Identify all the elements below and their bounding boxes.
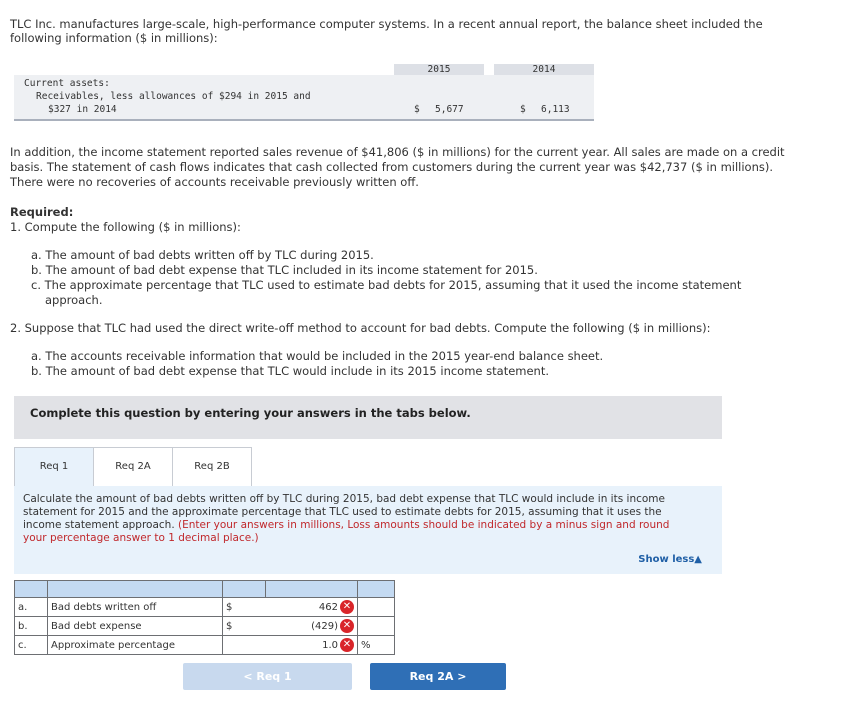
- question-1: 1. Compute the following ($ in millions):: [10, 220, 241, 234]
- prev-req-1-button[interactable]: < Req 1: [183, 663, 352, 690]
- show-less-link[interactable]: Show less▲: [638, 554, 702, 565]
- row-suffix: [358, 598, 395, 617]
- value-2015: 5,677: [435, 104, 464, 115]
- instruction-hint: (Enter your answers in millions, Loss amounts should be indicated by a minus sign and round: [178, 519, 670, 531]
- answer-row-b: [15, 617, 395, 636]
- row-description: Bad debts written off: [48, 598, 223, 617]
- row-suffix: [358, 617, 395, 636]
- instruction-hint-cont: your percentage answer to 1 decimal place.): [23, 532, 259, 544]
- incorrect-icon: ✕: [340, 600, 354, 614]
- current-assets-label: Current assets:: [24, 78, 110, 89]
- value-2015-sign: $: [414, 104, 420, 115]
- question-2b: b. The amount of bad debt expense that TLC would include in its 2015 income statement.: [31, 364, 550, 378]
- balance-sheet-table: [14, 64, 594, 122]
- answer-table-header: [15, 581, 395, 598]
- answer-input-bad-debt-expense[interactable]: (429) ✕: [266, 617, 358, 636]
- question-2a: a. The accounts receivable information that would be included in the 2015 year-end balance sheet.: [31, 349, 604, 363]
- tab-req-2b[interactable]: Req 2B: [172, 447, 252, 487]
- col-2015: 2015: [394, 64, 484, 75]
- currency-sign: [223, 636, 266, 655]
- receivables-label-cont: $327 in 2014: [48, 104, 117, 115]
- instruction-text: [23, 493, 713, 545]
- row-letter: a.: [15, 598, 48, 617]
- next-req-2a-button[interactable]: Req 2A >: [370, 663, 506, 690]
- value-2014-sign: $: [520, 104, 526, 115]
- currency-sign: $: [223, 617, 266, 636]
- required-title: Required:: [10, 205, 74, 219]
- instruction-line-2: statement for 2015 and the approximate percentage that TLC used to estimate debts for 2015, assuming that it uses the: [23, 506, 662, 518]
- instruction-line-3: income statement approach.: [23, 519, 175, 531]
- receivables-label: Receivables, less allowances of $294 in 2015 and: [36, 91, 311, 102]
- question-1a: a. The amount of bad debts written off by TLC during 2015.: [31, 248, 374, 262]
- answer-row-a: [15, 598, 395, 617]
- intro-line-2: following information ($ in millions):: [10, 31, 218, 45]
- value-2014: 6,113: [541, 104, 570, 115]
- instructions-banner: [14, 396, 722, 439]
- answer-input-approximate-percentage[interactable]: 1.0 ✕: [266, 636, 358, 655]
- row-letter: b.: [15, 617, 48, 636]
- question-1c: c. The approximate percentage that TLC used to estimate bad debts for 2015, assuming that it used the income statement: [31, 278, 742, 292]
- question-1b: b. The amount of bad debt expense that TLC included in its income statement for 2015.: [31, 263, 538, 277]
- balance-sheet-header: [14, 64, 594, 75]
- banner-text: Complete this question by entering your answers in the tabs below.: [30, 406, 471, 420]
- answer-input-bad-debts-written-off[interactable]: 462 ✕: [266, 598, 358, 617]
- row-description: Approximate percentage: [48, 636, 223, 655]
- col-2014: 2014: [494, 64, 594, 75]
- tab-req-2a[interactable]: Req 2A: [93, 447, 173, 487]
- tab-instructions-panel: [14, 486, 722, 574]
- row-letter: c.: [15, 636, 48, 655]
- question-1c-cont: approach.: [45, 293, 103, 307]
- row-description: Bad debt expense: [48, 617, 223, 636]
- question-2: 2. Suppose that TLC had used the direct write-off method to account for bad debts. Compute the following ($ in millions):: [10, 321, 711, 335]
- percent-sign: %: [358, 636, 395, 655]
- incorrect-icon: ✕: [340, 619, 354, 633]
- currency-sign: $: [223, 598, 266, 617]
- addition-line-1: In addition, the income statement reported sales revenue of $41,806 ($ in millions) for the current year. All sales are made on a credit: [10, 145, 785, 159]
- addition-line-2: basis. The statement of cash flows indicates that cash collected from customers during the current year was $42,737 ($ in millions).: [10, 160, 774, 174]
- addition-line-3: There were no recoveries of accounts receivable previously written off.: [10, 175, 419, 189]
- balance-sheet-body: [14, 75, 594, 121]
- incorrect-icon: ✕: [340, 638, 354, 652]
- intro-line-1: TLC Inc. manufactures large-scale, high-performance computer systems. In a recent annual report, the balance sheet included the: [10, 17, 763, 31]
- answer-table: [14, 580, 395, 655]
- answer-row-c: [15, 636, 395, 655]
- instruction-line-1: Calculate the amount of bad debts written off by TLC during 2015, bad debt expense that TLC would include in its income: [23, 493, 665, 505]
- tab-req-1[interactable]: Req 1: [14, 447, 94, 488]
